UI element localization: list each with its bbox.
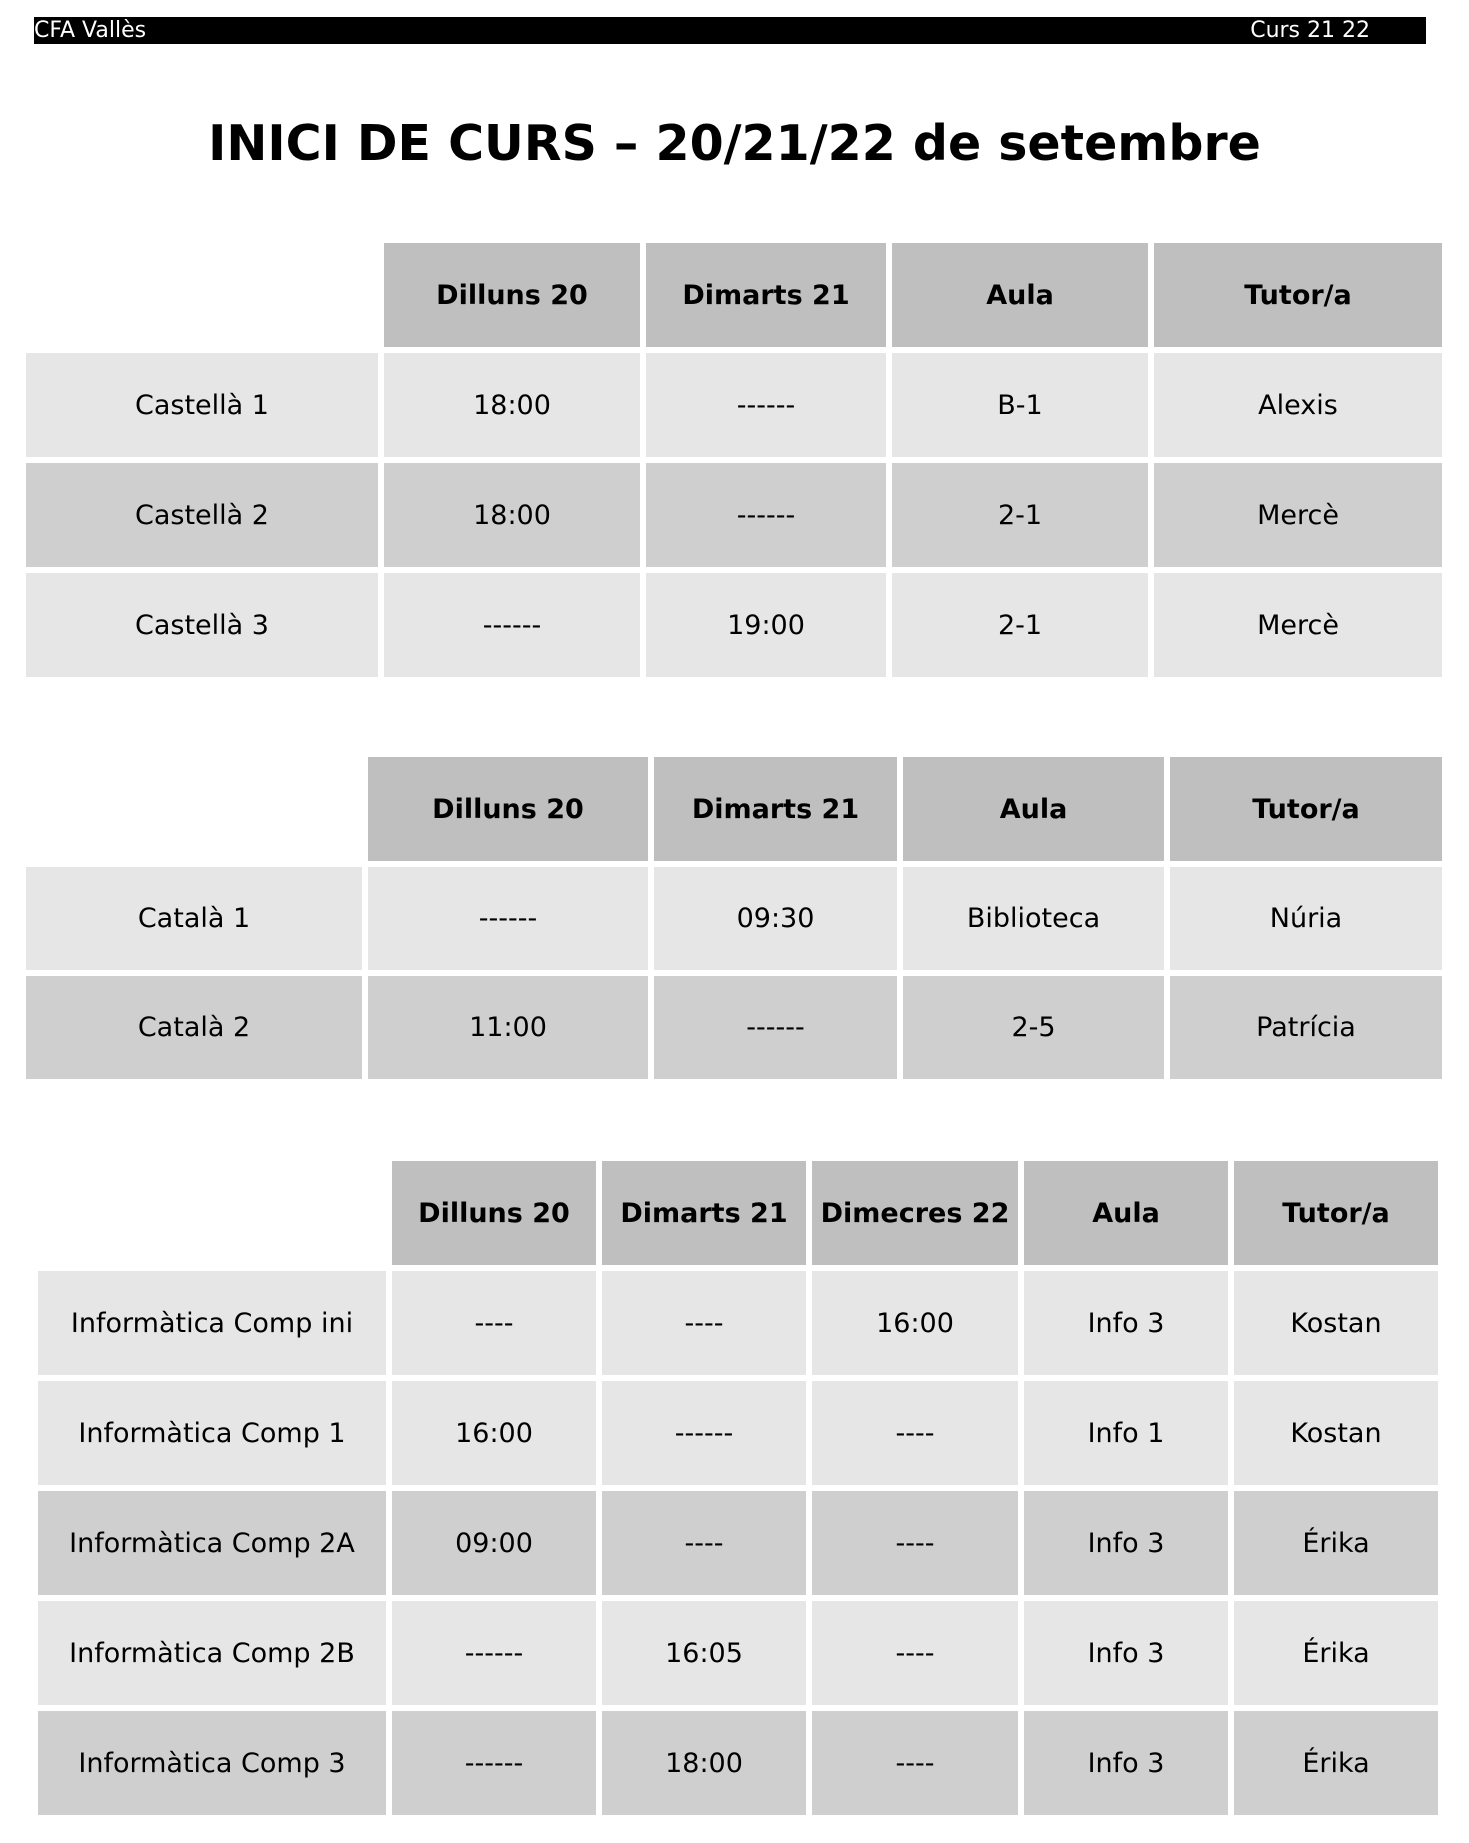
tutor-cell: Núria [1170, 867, 1442, 970]
room-cell: 2-1 [892, 463, 1148, 567]
column-header-monday: Dilluns 20 [368, 757, 648, 861]
wednesday-time-cell: ---- [812, 1491, 1018, 1595]
tuesday-time-cell: 09:30 [654, 867, 897, 970]
monday-time-cell: ------ [392, 1711, 596, 1815]
tuesday-time-cell: ------ [646, 463, 886, 567]
wednesday-time-cell: ---- [812, 1601, 1018, 1705]
room-cell: 2-5 [903, 976, 1164, 1079]
room-cell: 2-1 [892, 573, 1148, 677]
monday-time-cell: 09:00 [392, 1491, 596, 1595]
course-name-cell: Informàtica Comp 1 [38, 1381, 386, 1485]
course-name-cell: Castellà 2 [26, 463, 378, 567]
course-name-cell: Català 2 [26, 976, 362, 1079]
course-name-cell: Castellà 3 [26, 573, 378, 677]
informatica-schedule-table [38, 1161, 1438, 1815]
column-header-tuesday: Dimarts 21 [602, 1161, 806, 1265]
wednesday-time-cell: ---- [812, 1711, 1018, 1815]
tutor-cell: Érika [1234, 1711, 1438, 1815]
tutor-cell: Patrícia [1170, 976, 1442, 1079]
course-name-cell: Català 1 [26, 867, 362, 970]
room-cell: Info 3 [1024, 1601, 1228, 1705]
monday-time-cell: 11:00 [368, 976, 648, 1079]
column-header-room: Aula [1024, 1161, 1228, 1265]
column-header-tuesday: Dimarts 21 [654, 757, 897, 861]
table-corner-empty [38, 1161, 386, 1265]
monday-time-cell: ---- [392, 1271, 596, 1375]
course-name-cell: Informàtica Comp ini [38, 1271, 386, 1375]
room-cell: Info 3 [1024, 1491, 1228, 1595]
page-title: INICI DE CURS – 20/21/22 de setembre [208, 115, 1261, 172]
monday-time-cell: ------ [384, 573, 640, 677]
tuesday-time-cell: ---- [602, 1491, 806, 1595]
institution-name: CFA Vallès [34, 18, 147, 43]
column-header-monday: Dilluns 20 [384, 243, 640, 347]
course-name-cell: Informàtica Comp 2B [38, 1601, 386, 1705]
monday-time-cell: 18:00 [384, 463, 640, 567]
tutor-cell: Mercè [1154, 463, 1442, 567]
wednesday-time-cell: 16:00 [812, 1271, 1018, 1375]
course-name-cell: Informàtica Comp 2A [38, 1491, 386, 1595]
tutor-cell: Érika [1234, 1491, 1438, 1595]
catala-schedule-table [26, 757, 1442, 1079]
column-header-wednesday: Dimecres 22 [812, 1161, 1018, 1265]
tuesday-time-cell: ---- [602, 1271, 806, 1375]
tuesday-time-cell: ------ [646, 353, 886, 457]
course-name-cell: Castellà 1 [26, 353, 378, 457]
column-header-tutor: Tutor/a [1234, 1161, 1438, 1265]
table-corner-empty [26, 757, 362, 861]
document-header-bar [34, 17, 1426, 44]
tuesday-time-cell: ------ [602, 1381, 806, 1485]
column-header-room: Aula [892, 243, 1148, 347]
column-header-tuesday: Dimarts 21 [646, 243, 886, 347]
room-cell: B-1 [892, 353, 1148, 457]
monday-time-cell: 16:00 [392, 1381, 596, 1485]
column-header-room: Aula [903, 757, 1164, 861]
column-header-tutor: Tutor/a [1170, 757, 1442, 861]
tuesday-time-cell: 16:05 [602, 1601, 806, 1705]
room-cell: Info 3 [1024, 1271, 1228, 1375]
room-cell: Biblioteca [903, 867, 1164, 970]
room-cell: Info 1 [1024, 1381, 1228, 1485]
tutor-cell: Kostan [1234, 1381, 1438, 1485]
tuesday-time-cell: 19:00 [646, 573, 886, 677]
column-header-monday: Dilluns 20 [392, 1161, 596, 1265]
tutor-cell: Kostan [1234, 1271, 1438, 1375]
tutor-cell: Alexis [1154, 353, 1442, 457]
castella-schedule-table [26, 243, 1442, 677]
tuesday-time-cell: ------ [654, 976, 897, 1079]
course-year: Curs 21 22 [1250, 18, 1370, 43]
tutor-cell: Mercè [1154, 573, 1442, 677]
wednesday-time-cell: ---- [812, 1381, 1018, 1485]
tuesday-time-cell: 18:00 [602, 1711, 806, 1815]
room-cell: Info 3 [1024, 1711, 1228, 1815]
course-name-cell: Informàtica Comp 3 [38, 1711, 386, 1815]
monday-time-cell: 18:00 [384, 353, 640, 457]
tutor-cell: Érika [1234, 1601, 1438, 1705]
table-corner-empty [26, 243, 378, 347]
monday-time-cell: ------ [368, 867, 648, 970]
column-header-tutor: Tutor/a [1154, 243, 1442, 347]
monday-time-cell: ------ [392, 1601, 596, 1705]
